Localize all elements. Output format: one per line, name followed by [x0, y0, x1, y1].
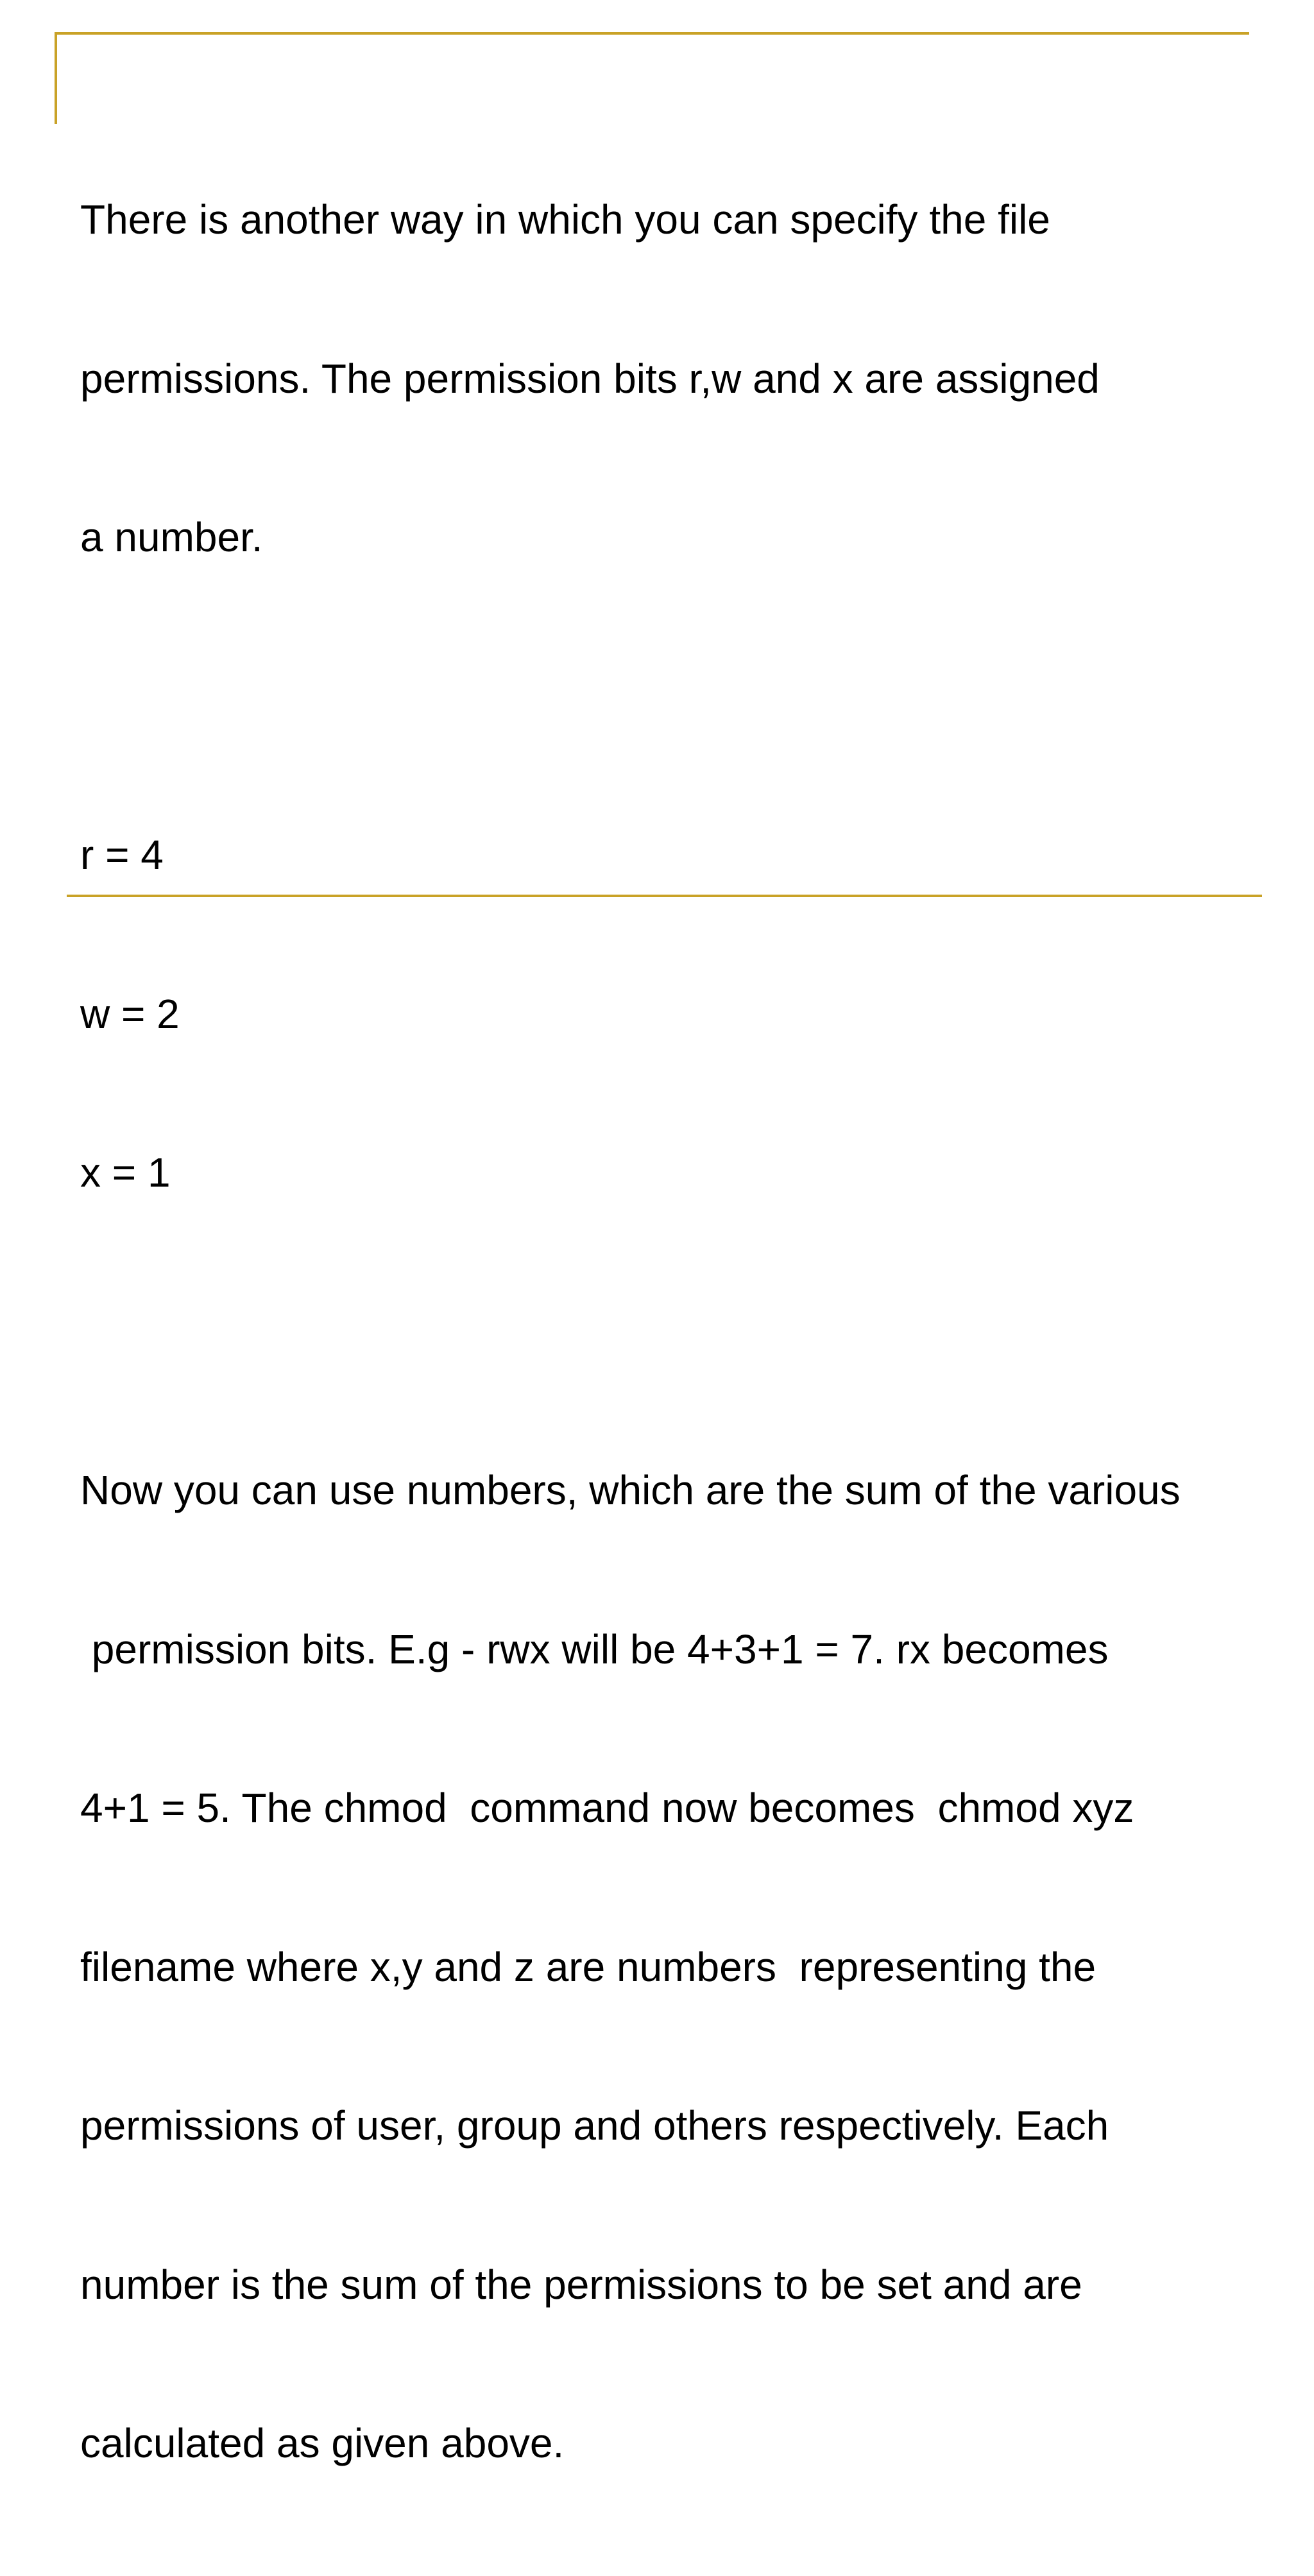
bottom-accent-rule: [67, 895, 1262, 897]
blank-line: [80, 1305, 1286, 1359]
permission-value-w: w = 2: [80, 990, 180, 1037]
left-accent-rule: [55, 32, 57, 124]
blank-line: [80, 670, 1286, 723]
top-accent-rule: [55, 32, 1249, 35]
paragraph-1-line: a number.: [80, 514, 263, 560]
slide-body-text: [80, 87, 1286, 2576]
permission-value-r: r = 4: [80, 832, 164, 878]
paragraph-2-line: calculated as given above.: [80, 2420, 565, 2466]
paragraph-1-line: There is another way in which you can specify the file: [80, 196, 1050, 243]
paragraph-2-line: permissions of user, group and others respectively. Each: [80, 2102, 1109, 2149]
permission-value-x: x = 1: [80, 1149, 171, 1196]
paragraph-2-line: number is the sum of the permissions to be set and are: [80, 2261, 1082, 2308]
paragraph-2-line: permission bits. E.g - rwx will be 4+3+1 = 7. rx becomes: [80, 1626, 1109, 1672]
paragraph-2-line: filename where x,y and z are numbers representing the: [80, 1943, 1096, 1990]
paragraph-2-line: Now you can use numbers, which are the sum of the various: [80, 1467, 1181, 1513]
paragraph-2-line: 4+1 = 5. The chmod command now becomes chmod xyz: [80, 1785, 1134, 1831]
paragraph-1-line: permissions. The permission bits r,w and x are assigned: [80, 355, 1100, 402]
